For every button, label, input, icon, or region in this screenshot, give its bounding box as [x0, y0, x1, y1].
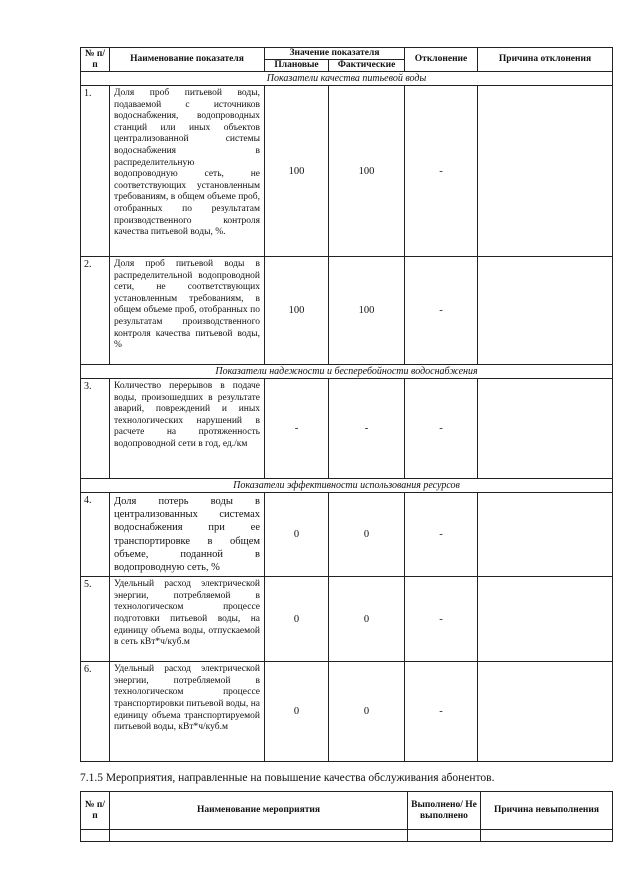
indicator-name: Доля проб питьевой воды в распределительной водопроводной сети, не соответствующих установленным требованиям, в общем объеме проб, отобранных по результатам производственного контроля качества питьевой воды, %: [110, 257, 265, 365]
indicators-table: [80, 47, 613, 762]
empty-cell: [481, 830, 613, 842]
actual-value: 0: [329, 577, 405, 662]
section-title: Показатели эффективности использования ресурсов: [81, 479, 613, 493]
row-number: 6.: [81, 662, 110, 762]
row-number: 4.: [81, 493, 110, 577]
planned-value: 0: [265, 577, 329, 662]
col-header-reason: Причина отклонения: [478, 48, 613, 72]
row-number: 2.: [81, 257, 110, 365]
planned-value: 0: [265, 493, 329, 577]
actual-value: 100: [329, 257, 405, 365]
actual-value: 100: [329, 86, 405, 257]
col-header-value: Значение показателя: [265, 48, 405, 60]
actual-value: 0: [329, 662, 405, 762]
col-header-done: Выполнено/ Не выполнено: [408, 792, 481, 830]
deviation-value: -: [405, 577, 478, 662]
col-header-planned: Плановые: [265, 60, 329, 72]
planned-value: 0: [265, 662, 329, 762]
deviation-reason: [478, 493, 613, 577]
deviation-reason: [478, 86, 613, 257]
section-title: Показатели качества питьевой воды: [81, 72, 613, 86]
row-number: 3.: [81, 379, 110, 479]
col-header-num: № п/п: [81, 792, 110, 830]
empty-cell: [110, 830, 408, 842]
indicator-name: Удельный расход электрической энергии, потребляемой в технологическом процессе транспортировки питьевой воды, на единицу объема транспортируемой питьевой воды, кВт*ч/куб.м: [110, 662, 265, 762]
table-row: [81, 379, 613, 479]
measures-table: [80, 791, 613, 842]
deviation-reason: [478, 662, 613, 762]
deviation-value: -: [405, 86, 478, 257]
table-row: [81, 577, 613, 662]
table-row: [81, 830, 613, 842]
deviation-reason: [478, 257, 613, 365]
col-header-actual: Фактические: [329, 60, 405, 72]
empty-cell: [408, 830, 481, 842]
planned-value: -: [265, 379, 329, 479]
col-header-measure-name: Наименование мероприятия: [110, 792, 408, 830]
planned-value: 100: [265, 257, 329, 365]
col-header-deviation: Отклонение: [405, 48, 478, 72]
indicator-name: Удельный расход электрической энергии, потребляемой в технологическом процессе подготовки питьевой воды, на единицу объема воды, отпускаемой в сеть кВт*ч/куб.м: [110, 577, 265, 662]
indicator-name: Количество перерывов в подаче воды, произошедших в результате аварий, повреждений и иных технологических нарушений в расчете на протяженность водопроводной сети в год, ед./км: [110, 379, 265, 479]
deviation-value: -: [405, 379, 478, 479]
col-header-num: № п/п: [81, 48, 110, 72]
deviation-value: -: [405, 257, 478, 365]
indicator-name: Доля потерь воды в централизованных системах водоснабжения при ее транспортировке в общем объеме, поданной в водопроводную сеть, %: [110, 493, 265, 577]
table-row: [81, 493, 613, 577]
empty-cell: [81, 830, 110, 842]
deviation-value: -: [405, 662, 478, 762]
row-number: 1.: [81, 86, 110, 257]
col-header-reason: Причина невыполнения: [481, 792, 613, 830]
table-row: [81, 662, 613, 762]
col-header-name: Наименование показателя: [110, 48, 265, 72]
actual-value: -: [329, 379, 405, 479]
deviation-reason: [478, 577, 613, 662]
planned-value: 100: [265, 86, 329, 257]
deviation-value: -: [405, 493, 478, 577]
row-number: 5.: [81, 577, 110, 662]
table-row: [81, 257, 613, 365]
actual-value: 0: [329, 493, 405, 577]
section-title: Показатели надежности и бесперебойности водоснабжения: [81, 365, 613, 379]
table-row: [81, 86, 613, 257]
indicator-name: Доля проб питьевой воды, подаваемой с источников водоснабжения, водопроводных станций или иных объектов централизованной системы водоснабжения в распределительную водопроводную сеть, не соответствующих установленным требованиям, в общем объеме проб, отобранных по результатам производственного контроля качества питьевой воды, %.: [110, 86, 265, 257]
deviation-reason: [478, 379, 613, 479]
section-heading: 7.1.5 Мероприятия, направленные на повышение качества обслуживания абонентов.: [80, 772, 495, 784]
